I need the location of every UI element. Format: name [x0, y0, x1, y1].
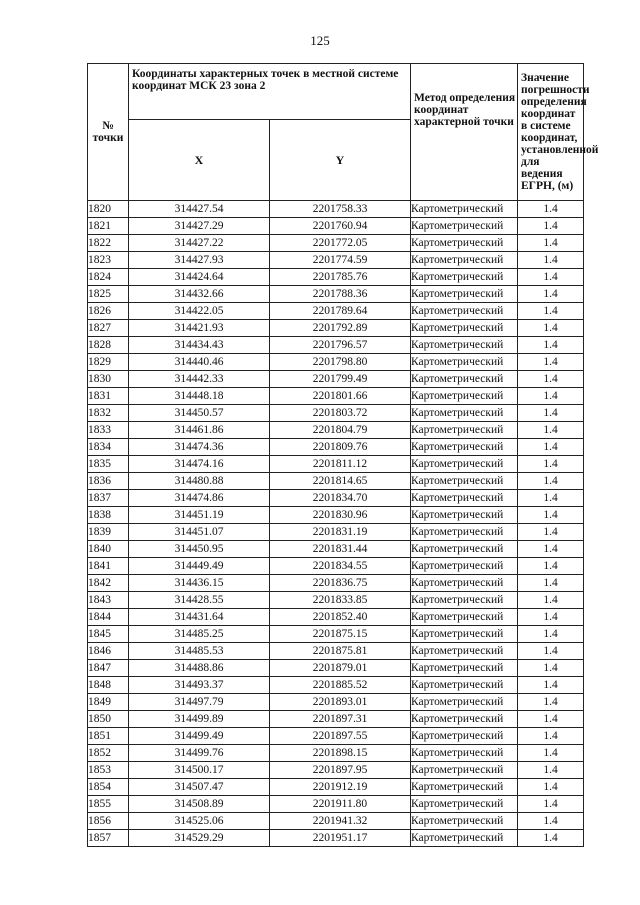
- method-cell: Картометрический: [411, 490, 518, 507]
- x-coordinate-cell: 314428.55: [129, 592, 270, 609]
- error-value-cell: 1.4: [518, 643, 584, 660]
- point-number-cell: 1838: [88, 507, 129, 524]
- table-row: [88, 235, 584, 252]
- method-cell: Картометрический: [411, 728, 518, 745]
- y-coordinate-cell: 2201951.17: [270, 830, 411, 847]
- header-error-value: Значение погрешности определения координат в системе координат, установленной для ведения ЕГРН, (м): [518, 64, 584, 201]
- point-number-cell: 1845: [88, 626, 129, 643]
- point-number-cell: 1825: [88, 286, 129, 303]
- point-number-cell: 1856: [88, 813, 129, 830]
- error-value-cell: 1.4: [518, 626, 584, 643]
- error-value-cell: 1.4: [518, 575, 584, 592]
- method-cell: Картометрический: [411, 354, 518, 371]
- error-value-cell: 1.4: [518, 541, 584, 558]
- point-number-cell: 1839: [88, 524, 129, 541]
- y-coordinate-cell: 2201830.96: [270, 507, 411, 524]
- error-value-cell: 1.4: [518, 677, 584, 694]
- method-cell: Картометрический: [411, 779, 518, 796]
- y-coordinate-cell: 2201834.55: [270, 558, 411, 575]
- point-number-cell: 1831: [88, 388, 129, 405]
- table-row: [88, 218, 584, 235]
- y-coordinate-cell: 2201804.79: [270, 422, 411, 439]
- point-number-cell: 1837: [88, 490, 129, 507]
- error-value-cell: 1.4: [518, 524, 584, 541]
- y-coordinate-cell: 2201885.52: [270, 677, 411, 694]
- x-coordinate-cell: 314434.43: [129, 337, 270, 354]
- y-coordinate-cell: 2201897.95: [270, 762, 411, 779]
- point-number-cell: 1849: [88, 694, 129, 711]
- y-coordinate-cell: 2201814.65: [270, 473, 411, 490]
- point-number-cell: 1841: [88, 558, 129, 575]
- error-value-cell: 1.4: [518, 235, 584, 252]
- error-value-cell: 1.4: [518, 830, 584, 847]
- table-header-row: [88, 64, 584, 120]
- x-coordinate-cell: 314499.49: [129, 728, 270, 745]
- x-coordinate-cell: 314499.76: [129, 745, 270, 762]
- x-coordinate-cell: 314485.25: [129, 626, 270, 643]
- method-cell: Картометрический: [411, 626, 518, 643]
- table-row: [88, 830, 584, 847]
- x-coordinate-cell: 314421.93: [129, 320, 270, 337]
- table-row: [88, 320, 584, 337]
- y-coordinate-cell: 2201852.40: [270, 609, 411, 626]
- table-row: [88, 303, 584, 320]
- y-coordinate-cell: 2201772.05: [270, 235, 411, 252]
- point-number-cell: 1828: [88, 337, 129, 354]
- point-number-cell: 1843: [88, 592, 129, 609]
- error-value-cell: 1.4: [518, 609, 584, 626]
- point-number-cell: 1854: [88, 779, 129, 796]
- x-coordinate-cell: 314424.64: [129, 269, 270, 286]
- table-row: [88, 643, 584, 660]
- y-coordinate-cell: 2201893.01: [270, 694, 411, 711]
- point-number-cell: 1853: [88, 762, 129, 779]
- x-coordinate-cell: 314497.79: [129, 694, 270, 711]
- point-number-cell: 1823: [88, 252, 129, 269]
- x-coordinate-cell: 314432.66: [129, 286, 270, 303]
- x-coordinate-cell: 314440.46: [129, 354, 270, 371]
- y-coordinate-cell: 2201875.15: [270, 626, 411, 643]
- x-coordinate-cell: 314474.16: [129, 456, 270, 473]
- y-coordinate-cell: 2201796.57: [270, 337, 411, 354]
- y-coordinate-cell: 2201788.36: [270, 286, 411, 303]
- error-value-cell: 1.4: [518, 252, 584, 269]
- table-row: [88, 473, 584, 490]
- method-cell: Картометрический: [411, 286, 518, 303]
- method-cell: Картометрический: [411, 303, 518, 320]
- method-cell: Картометрический: [411, 796, 518, 813]
- error-value-cell: 1.4: [518, 371, 584, 388]
- method-cell: Картометрический: [411, 830, 518, 847]
- method-cell: Картометрический: [411, 201, 518, 218]
- y-coordinate-cell: 2201831.44: [270, 541, 411, 558]
- error-value-cell: 1.4: [518, 218, 584, 235]
- table-row: [88, 201, 584, 218]
- point-number-cell: 1830: [88, 371, 129, 388]
- x-coordinate-cell: 314427.93: [129, 252, 270, 269]
- x-coordinate-cell: 314499.89: [129, 711, 270, 728]
- y-coordinate-cell: 2201833.85: [270, 592, 411, 609]
- y-coordinate-cell: 2201801.66: [270, 388, 411, 405]
- error-value-cell: 1.4: [518, 694, 584, 711]
- table-row: [88, 694, 584, 711]
- error-value-cell: 1.4: [518, 711, 584, 728]
- error-value-cell: 1.4: [518, 745, 584, 762]
- y-coordinate-cell: 2201941.32: [270, 813, 411, 830]
- table-row: [88, 541, 584, 558]
- coordinates-table: [87, 63, 599, 847]
- error-value-cell: 1.4: [518, 303, 584, 320]
- table-row: [88, 354, 584, 371]
- method-cell: Картометрический: [411, 711, 518, 728]
- point-number-cell: 1844: [88, 609, 129, 626]
- point-number-cell: 1821: [88, 218, 129, 235]
- table-row: [88, 252, 584, 269]
- table-row: [88, 779, 584, 796]
- table-row: [88, 507, 584, 524]
- x-coordinate-cell: 314422.05: [129, 303, 270, 320]
- point-number-cell: 1846: [88, 643, 129, 660]
- point-number-cell: 1848: [88, 677, 129, 694]
- point-number-cell: 1851: [88, 728, 129, 745]
- error-value-cell: 1.4: [518, 779, 584, 796]
- y-coordinate-cell: 2201912.19: [270, 779, 411, 796]
- y-coordinate-cell: 2201799.49: [270, 371, 411, 388]
- y-coordinate-cell: 2201875.81: [270, 643, 411, 660]
- table-row: [88, 728, 584, 745]
- method-cell: Картометрический: [411, 439, 518, 456]
- method-cell: Картометрический: [411, 473, 518, 490]
- table-row: [88, 286, 584, 303]
- method-cell: Картометрический: [411, 388, 518, 405]
- x-coordinate-cell: 314493.37: [129, 677, 270, 694]
- y-coordinate-cell: 2201809.76: [270, 439, 411, 456]
- error-value-cell: 1.4: [518, 422, 584, 439]
- table-row: [88, 609, 584, 626]
- x-coordinate-cell: 314525.06: [129, 813, 270, 830]
- point-number-cell: 1827: [88, 320, 129, 337]
- method-cell: Картометрический: [411, 524, 518, 541]
- x-coordinate-cell: 314450.95: [129, 541, 270, 558]
- table-row: [88, 745, 584, 762]
- method-cell: Картометрический: [411, 643, 518, 660]
- error-value-cell: 1.4: [518, 490, 584, 507]
- point-number-cell: 1834: [88, 439, 129, 456]
- error-value-cell: 1.4: [518, 439, 584, 456]
- point-number-cell: 1840: [88, 541, 129, 558]
- y-coordinate-cell: 2201831.19: [270, 524, 411, 541]
- method-cell: Картометрический: [411, 269, 518, 286]
- error-value-cell: 1.4: [518, 286, 584, 303]
- method-cell: Картометрический: [411, 371, 518, 388]
- method-cell: Картометрический: [411, 609, 518, 626]
- point-number-cell: 1824: [88, 269, 129, 286]
- point-number-cell: 1833: [88, 422, 129, 439]
- table-row: [88, 558, 584, 575]
- x-coordinate-cell: 314450.57: [129, 405, 270, 422]
- table-row: [88, 711, 584, 728]
- table-row: [88, 762, 584, 779]
- method-cell: Картометрический: [411, 405, 518, 422]
- method-cell: Картометрический: [411, 456, 518, 473]
- table-row: [88, 371, 584, 388]
- x-coordinate-cell: 314485.53: [129, 643, 270, 660]
- point-number-cell: 1820: [88, 201, 129, 218]
- y-coordinate-cell: 2201774.59: [270, 252, 411, 269]
- y-coordinate-cell: 2201789.64: [270, 303, 411, 320]
- method-cell: Картометрический: [411, 660, 518, 677]
- table-body: [88, 201, 584, 847]
- y-coordinate-cell: 2201834.70: [270, 490, 411, 507]
- y-coordinate-cell: 2201792.89: [270, 320, 411, 337]
- header-x: X: [129, 120, 270, 201]
- x-coordinate-cell: 314488.86: [129, 660, 270, 677]
- x-coordinate-cell: 314451.19: [129, 507, 270, 524]
- point-number-cell: 1847: [88, 660, 129, 677]
- method-cell: Картометрический: [411, 592, 518, 609]
- table-row: [88, 626, 584, 643]
- error-value-cell: 1.4: [518, 456, 584, 473]
- page-number: 125: [310, 33, 330, 48]
- x-coordinate-cell: 314474.86: [129, 490, 270, 507]
- x-coordinate-cell: 314442.33: [129, 371, 270, 388]
- y-coordinate-cell: 2201803.72: [270, 405, 411, 422]
- x-coordinate-cell: 314480.88: [129, 473, 270, 490]
- table-row: [88, 269, 584, 286]
- y-coordinate-cell: 2201760.94: [270, 218, 411, 235]
- y-coordinate-cell: 2201798.80: [270, 354, 411, 371]
- error-value-cell: 1.4: [518, 201, 584, 218]
- y-coordinate-cell: 2201836.75: [270, 575, 411, 592]
- header-coordinates: Координаты характерных точек в местной системе координат МСК 23 зона 2: [129, 64, 411, 120]
- point-number-cell: 1835: [88, 456, 129, 473]
- point-number-cell: 1826: [88, 303, 129, 320]
- table-row: [88, 813, 584, 830]
- table-row: [88, 524, 584, 541]
- method-cell: Картометрический: [411, 507, 518, 524]
- x-coordinate-cell: 314507.47: [129, 779, 270, 796]
- point-number-cell: 1842: [88, 575, 129, 592]
- table-row: [88, 405, 584, 422]
- y-coordinate-cell: 2201911.80: [270, 796, 411, 813]
- point-number-cell: 1857: [88, 830, 129, 847]
- x-coordinate-cell: 314474.36: [129, 439, 270, 456]
- header-method: Метод определения координат характерной точки: [411, 64, 518, 201]
- table-row: [88, 388, 584, 405]
- error-value-cell: 1.4: [518, 660, 584, 677]
- y-coordinate-cell: 2201785.76: [270, 269, 411, 286]
- error-value-cell: 1.4: [518, 388, 584, 405]
- point-number-cell: 1850: [88, 711, 129, 728]
- method-cell: Картометрический: [411, 541, 518, 558]
- point-number-cell: 1855: [88, 796, 129, 813]
- method-cell: Картометрический: [411, 558, 518, 575]
- method-cell: Картометрический: [411, 694, 518, 711]
- x-coordinate-cell: 314451.07: [129, 524, 270, 541]
- method-cell: Картометрический: [411, 235, 518, 252]
- method-cell: Картометрический: [411, 762, 518, 779]
- error-value-cell: 1.4: [518, 762, 584, 779]
- table-row: [88, 677, 584, 694]
- table-row: [88, 422, 584, 439]
- x-coordinate-cell: 314529.29: [129, 830, 270, 847]
- table-row: [88, 439, 584, 456]
- point-number-cell: 1829: [88, 354, 129, 371]
- error-value-cell: 1.4: [518, 337, 584, 354]
- x-coordinate-cell: 314449.49: [129, 558, 270, 575]
- method-cell: Картометрический: [411, 813, 518, 830]
- point-number-cell: 1822: [88, 235, 129, 252]
- header-y: Y: [270, 120, 411, 201]
- method-cell: Картометрический: [411, 218, 518, 235]
- header-point-number: № точки: [88, 64, 129, 201]
- error-value-cell: 1.4: [518, 507, 584, 524]
- error-value-cell: 1.4: [518, 354, 584, 371]
- point-number-cell: 1836: [88, 473, 129, 490]
- x-coordinate-cell: 314500.17: [129, 762, 270, 779]
- x-coordinate-cell: 314431.64: [129, 609, 270, 626]
- table-row: [88, 490, 584, 507]
- y-coordinate-cell: 2201758.33: [270, 201, 411, 218]
- error-value-cell: 1.4: [518, 813, 584, 830]
- method-cell: Картометрический: [411, 320, 518, 337]
- table-row: [88, 796, 584, 813]
- y-coordinate-cell: 2201811.12: [270, 456, 411, 473]
- point-number-cell: 1852: [88, 745, 129, 762]
- method-cell: Картометрический: [411, 252, 518, 269]
- error-value-cell: 1.4: [518, 796, 584, 813]
- x-coordinate-cell: 314427.22: [129, 235, 270, 252]
- x-coordinate-cell: 314508.89: [129, 796, 270, 813]
- method-cell: Картометрический: [411, 745, 518, 762]
- y-coordinate-cell: 2201897.55: [270, 728, 411, 745]
- table-row: [88, 337, 584, 354]
- x-coordinate-cell: 314448.18: [129, 388, 270, 405]
- point-number-cell: 1832: [88, 405, 129, 422]
- error-value-cell: 1.4: [518, 320, 584, 337]
- table-row: [88, 592, 584, 609]
- method-cell: Картометрический: [411, 575, 518, 592]
- table-row: [88, 575, 584, 592]
- error-value-cell: 1.4: [518, 269, 584, 286]
- y-coordinate-cell: 2201879.01: [270, 660, 411, 677]
- y-coordinate-cell: 2201898.15: [270, 745, 411, 762]
- error-value-cell: 1.4: [518, 558, 584, 575]
- method-cell: Картометрический: [411, 677, 518, 694]
- error-value-cell: 1.4: [518, 473, 584, 490]
- x-coordinate-cell: 314427.29: [129, 218, 270, 235]
- x-coordinate-cell: 314427.54: [129, 201, 270, 218]
- table-row: [88, 660, 584, 677]
- x-coordinate-cell: 314436.15: [129, 575, 270, 592]
- method-cell: Картометрический: [411, 337, 518, 354]
- error-value-cell: 1.4: [518, 728, 584, 745]
- error-value-cell: 1.4: [518, 405, 584, 422]
- table-row: [88, 456, 584, 473]
- y-coordinate-cell: 2201897.31: [270, 711, 411, 728]
- error-value-cell: 1.4: [518, 592, 584, 609]
- method-cell: Картометрический: [411, 422, 518, 439]
- x-coordinate-cell: 314461.86: [129, 422, 270, 439]
